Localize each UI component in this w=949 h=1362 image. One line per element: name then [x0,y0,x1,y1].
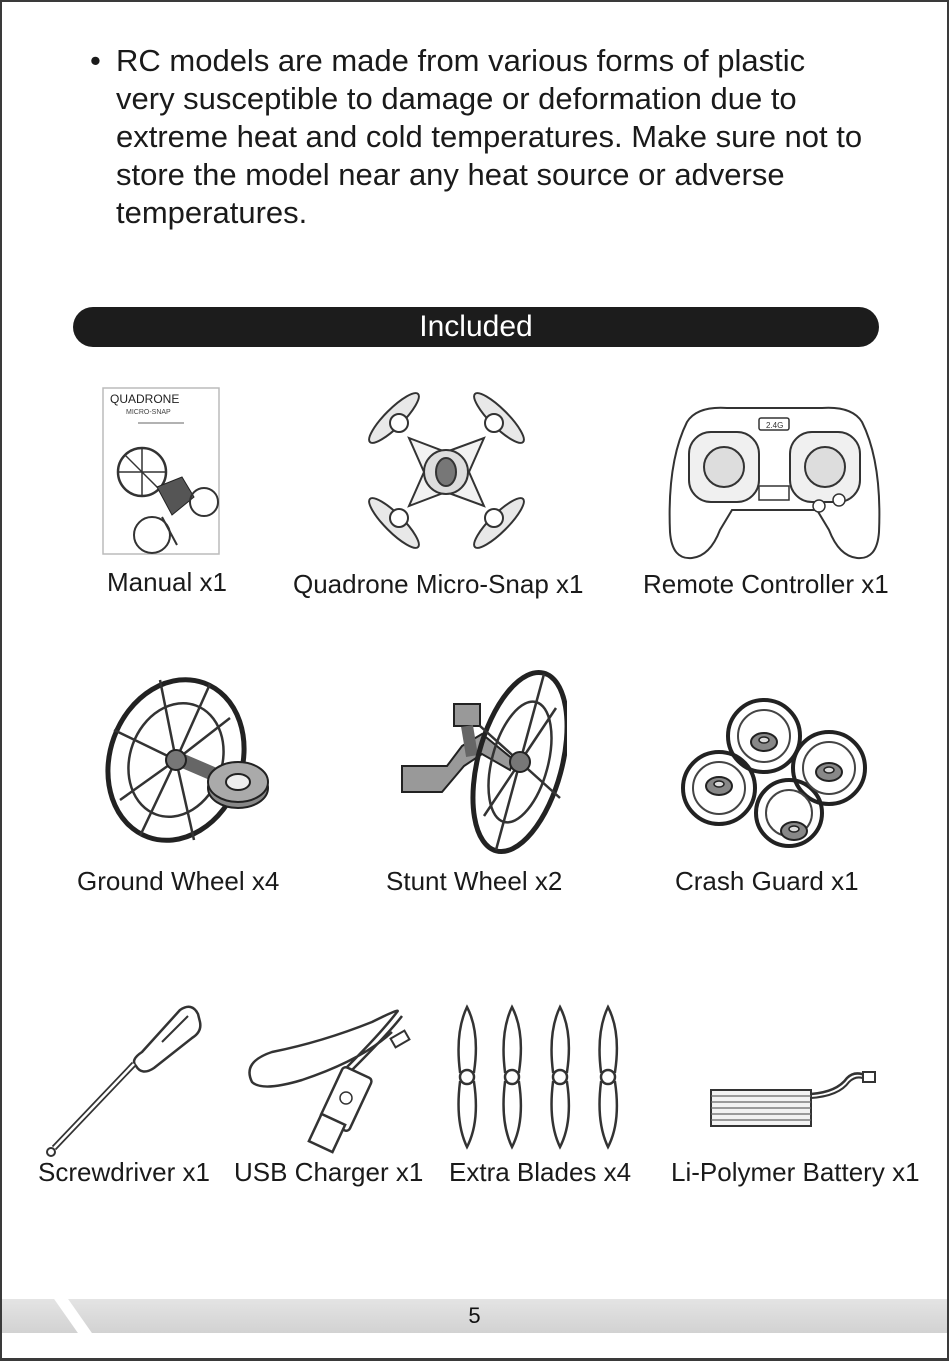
item-caption-extra-blades: Extra Blades x4 [449,1157,632,1187]
item-caption-ground-wheel: Ground Wheel x4 [77,866,280,896]
item-caption-crash-guard: Crash Guard x1 [675,866,859,896]
item-caption-remote-controller: Remote Controller x1 [643,569,889,599]
item-caption-stunt-wheel: Stunt Wheel x2 [386,866,563,896]
item-caption-battery: Li-Polymer Battery x1 [671,1157,920,1187]
propeller-blades-icon [450,1002,630,1157]
item-caption-drone: Quadrone Micro-Snap x1 [293,569,584,599]
stunt-wheel-icon [392,666,567,856]
item-caption-screwdriver: Screwdriver x1 [38,1157,210,1187]
page-footer [2,1299,947,1333]
frequency-badge: 2.4G [766,421,784,430]
ground-wheel-icon [100,670,272,848]
bullet-point: • [90,43,101,78]
remote-controller-icon [667,402,882,562]
item-caption-manual: Manual x1 [107,567,227,597]
manual-icon [102,387,220,555]
storage-notice [90,42,870,232]
page-number: 5 [468,1303,481,1328]
drone-icon [364,388,529,556]
screwdriver-icon [42,1002,202,1157]
manual-cover-subtitle: MICRO-SNAP [126,409,171,416]
included-section-header: Included [73,307,879,347]
manual-cover-title: QUADRONE [110,392,180,406]
item-caption-usb-charger: USB Charger x1 [234,1157,424,1187]
usb-charger-icon [242,1002,417,1157]
crash-guard-icon [669,698,887,848]
battery-icon [707,1062,877,1132]
storage-notice-text: RC models are made from various forms of plastic very susceptible to damage or deformation due to extreme heat and cold temperatures. Make sure not to store the model near any heat source or adverse temperatures. [116,43,863,230]
